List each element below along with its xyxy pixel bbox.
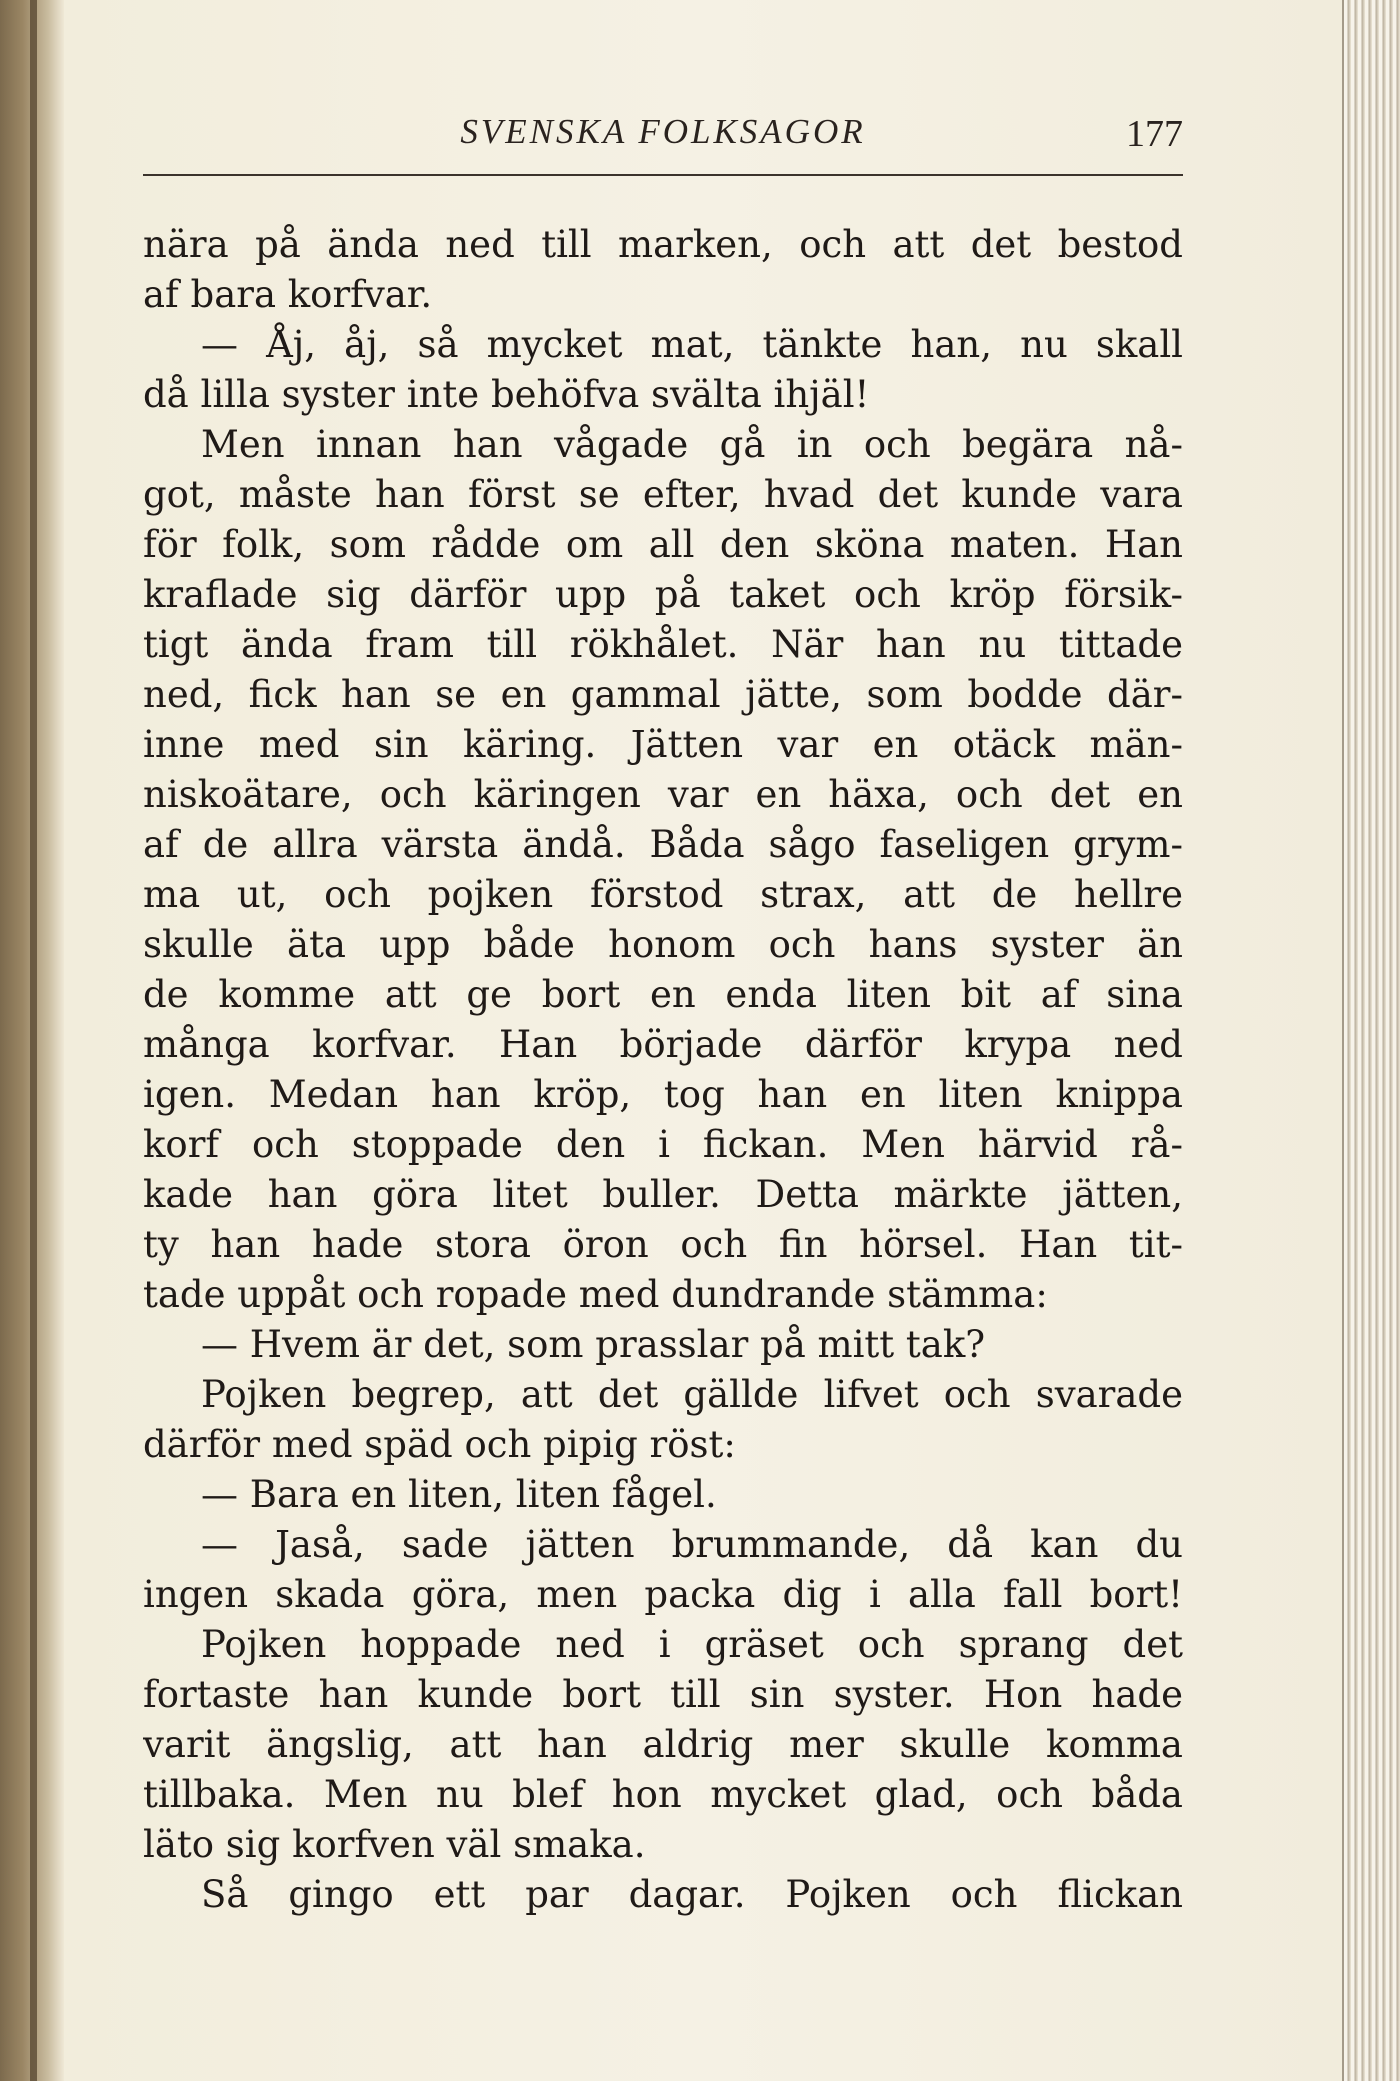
text-line: inne med sin käring. Jätten var en otäck män- bbox=[143, 723, 1183, 766]
text-line: — Jaså, sade jätten brummande, då kan du bbox=[201, 1523, 1183, 1566]
text-line: nära på ända ned till marken, och att det bestod bbox=[143, 223, 1183, 266]
text-line: ma ut, och pojken förstod strax, att de hellre bbox=[143, 873, 1183, 916]
text-line: läto sig korfven väl smaka. bbox=[143, 1823, 646, 1866]
text-line: då lilla syster inte behöfva svälta ihjäl! bbox=[143, 373, 870, 416]
page-edges bbox=[1342, 0, 1400, 2081]
text-line: många korfvar. Han började därför krypa ned bbox=[143, 1023, 1183, 1066]
page-header bbox=[143, 104, 1183, 176]
text-line: varit ängslig, att han aldrig mer skulle komma bbox=[143, 1723, 1183, 1766]
text-line: ingen skada göra, men packa dig i alla fall bort! bbox=[143, 1573, 1183, 1616]
body-text bbox=[143, 220, 1183, 1920]
text-line: för folk, som rådde om all den sköna maten. Han bbox=[143, 523, 1183, 566]
text-line: ty han hade stora öron och fin hörsel. Han tit- bbox=[143, 1223, 1183, 1266]
running-title: SVENSKA FOLKSAGOR bbox=[460, 112, 866, 151]
page-number: 177 bbox=[1126, 113, 1183, 155]
text-line: korf och stoppade den i fickan. Men härvid rå- bbox=[143, 1123, 1183, 1166]
text-line: kade han göra litet buller. Detta märkte jätten, bbox=[143, 1173, 1183, 1216]
text-line: Pojken begrep, att det gällde lifvet och svarade bbox=[201, 1373, 1183, 1416]
text-line: tigt ända fram till rökhålet. När han nu tittade bbox=[143, 623, 1183, 666]
text-line: kraflade sig därför upp på taket och kröp försik- bbox=[143, 573, 1183, 616]
text-line: Så gingo ett par dagar. Pojken och flickan bbox=[201, 1873, 1183, 1916]
text-line: fortaste han kunde bort till sin syster. Hon hade bbox=[143, 1673, 1183, 1716]
text-line: af bara korfvar. bbox=[143, 273, 433, 316]
binding-edge bbox=[30, 0, 37, 2081]
text-line: skulle äta upp både honom och hans syster än bbox=[143, 923, 1183, 966]
text-line: Pojken hoppade ned i gräset och sprang det bbox=[201, 1623, 1183, 1666]
text-line: ned, fick han se en gammal jätte, som bodde där- bbox=[143, 673, 1183, 716]
text-line: tillbaka. Men nu blef hon mycket glad, och båda bbox=[143, 1773, 1183, 1816]
text-line: — Bara en liten, liten fågel. bbox=[201, 1473, 717, 1516]
text-line: därför med späd och pipig röst: bbox=[143, 1423, 736, 1466]
text-line: — Åj, åj, så mycket mat, tänkte han, nu skall bbox=[201, 323, 1183, 366]
text-line: de komme att ge bort en enda liten bit af sina bbox=[143, 973, 1183, 1016]
text-line: tade uppåt och ropade med dundrande stämma: bbox=[143, 1273, 1048, 1316]
text-line: niskoätare, och käringen var en häxa, och det en bbox=[143, 773, 1183, 816]
text-line: got, måste han först se efter, hvad det kunde vara bbox=[143, 473, 1183, 516]
text-line: af de allra värsta ändå. Båda sågo faseligen grym- bbox=[143, 823, 1183, 866]
text-line: igen. Medan han kröp, tog han en liten knippa bbox=[143, 1073, 1183, 1116]
text-line: — Hvem är det, som prasslar på mitt tak? bbox=[201, 1323, 986, 1366]
text-line: Men innan han vågade gå in och begära nå- bbox=[201, 423, 1183, 466]
